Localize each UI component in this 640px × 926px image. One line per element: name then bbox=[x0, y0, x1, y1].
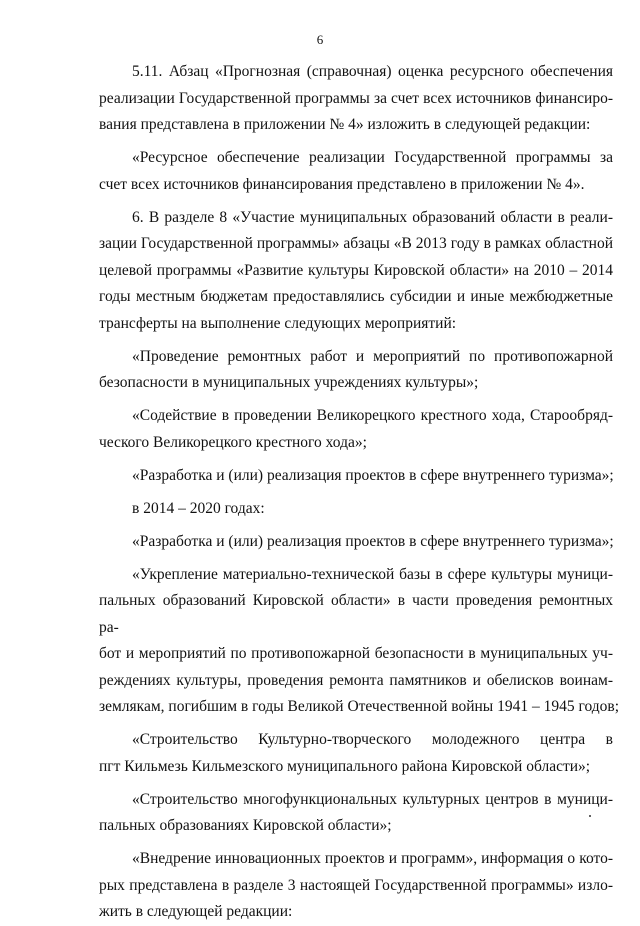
text-line: 5.11. Абзац «Прогнозная (справочная) оценка ресурсного обеспечения bbox=[132, 63, 613, 80]
paragraph bbox=[99, 496, 613, 523]
text-line: реждениях культуры, проведения ремонта памятников и обелисков воинам- bbox=[99, 671, 613, 689]
text-line: «Укрепление материально-технической базы в сфере культуры муници- bbox=[132, 565, 613, 583]
text-line: «Строительство многофункциональных культурных центров в муници- bbox=[132, 790, 613, 808]
paragraph bbox=[99, 145, 613, 198]
text-line: ческого Великорецкого крестного хода»; bbox=[99, 433, 367, 451]
text-line: землякам, погибшим в годы Великой Отечественной войны 1941 – 1945 годов; bbox=[99, 698, 620, 715]
text-line: бот и мероприятий по противопожарной безопасности в муниципальных уч- bbox=[99, 645, 613, 662]
text-line: «Ресурсное обеспечение реализации Государственной программы за bbox=[132, 149, 613, 166]
paragraph bbox=[99, 562, 620, 721]
text-line: жить в следующей редакции: bbox=[99, 903, 293, 920]
paragraph bbox=[99, 846, 613, 926]
text-line: счет всех источников финансирования представлено в приложении № 4». bbox=[99, 175, 585, 193]
text-line: в 2014 – 2020 годах: bbox=[132, 499, 265, 517]
text-line: «Внедрение инновационных проектов и программ», информация о кото- bbox=[132, 850, 613, 867]
page-number: 6 bbox=[316, 32, 324, 47]
text-line: реализации Государственной программы за счет всех источников финансиро- bbox=[99, 89, 613, 107]
paragraph bbox=[99, 787, 613, 840]
paragraph bbox=[99, 403, 613, 456]
text-line: рых представлена в разделе 3 настоящей Государственной программы» изло- bbox=[99, 876, 613, 894]
paragraph bbox=[99, 727, 613, 780]
paragraph bbox=[99, 59, 613, 139]
paragraph bbox=[99, 463, 613, 490]
document-body bbox=[99, 59, 620, 926]
text-line: вания представлена в приложении № 4» изложить в следующей редакции: bbox=[99, 116, 591, 133]
paragraph bbox=[99, 344, 613, 397]
paragraph bbox=[99, 529, 613, 556]
text-line: 6. В разделе 8 «Участие муниципальных образований области в реали- bbox=[132, 208, 613, 226]
text-line: целевой программы «Развитие культуры Кировской области» на 2010 – 2014 bbox=[99, 261, 613, 279]
text-line: безопасности в муниципальных учреждениях культуры»; bbox=[99, 374, 479, 391]
scan-speck bbox=[589, 815, 591, 817]
text-line: «Строительство Культурно-творческого молодежного центра в bbox=[132, 731, 613, 748]
text-line: «Содействие в проведении Великорецкого крестного хода, Старообряд- bbox=[132, 407, 613, 424]
text-line: «Разработка и (или) реализация проектов в сфере внутреннего туризма»; bbox=[132, 532, 614, 550]
text-line: пальных образований Кировской области» в части проведения ремонтных ра- bbox=[99, 592, 613, 636]
text-line: зации Государственной программы» абзацы «В 2013 году в рамках областной bbox=[99, 235, 613, 252]
text-line: «Проведение ремонтных работ и мероприятий по противопожарной bbox=[132, 347, 613, 365]
text-line: трансферты на выполнение следующих мероприятий: bbox=[99, 314, 457, 332]
text-line: «Разработка и (или) реализация проектов в сфере внутреннего туризма»; bbox=[132, 466, 614, 484]
text-line: пгт Кильмезь Кильмезского муниципального района Кировской области»; bbox=[99, 757, 591, 775]
text-line: годы местным бюджетам предоставлялись субсидии и иные межбюджетные bbox=[99, 288, 613, 305]
text-line: пальных образованиях Кировской области»; bbox=[99, 817, 392, 834]
paragraph bbox=[99, 205, 613, 338]
